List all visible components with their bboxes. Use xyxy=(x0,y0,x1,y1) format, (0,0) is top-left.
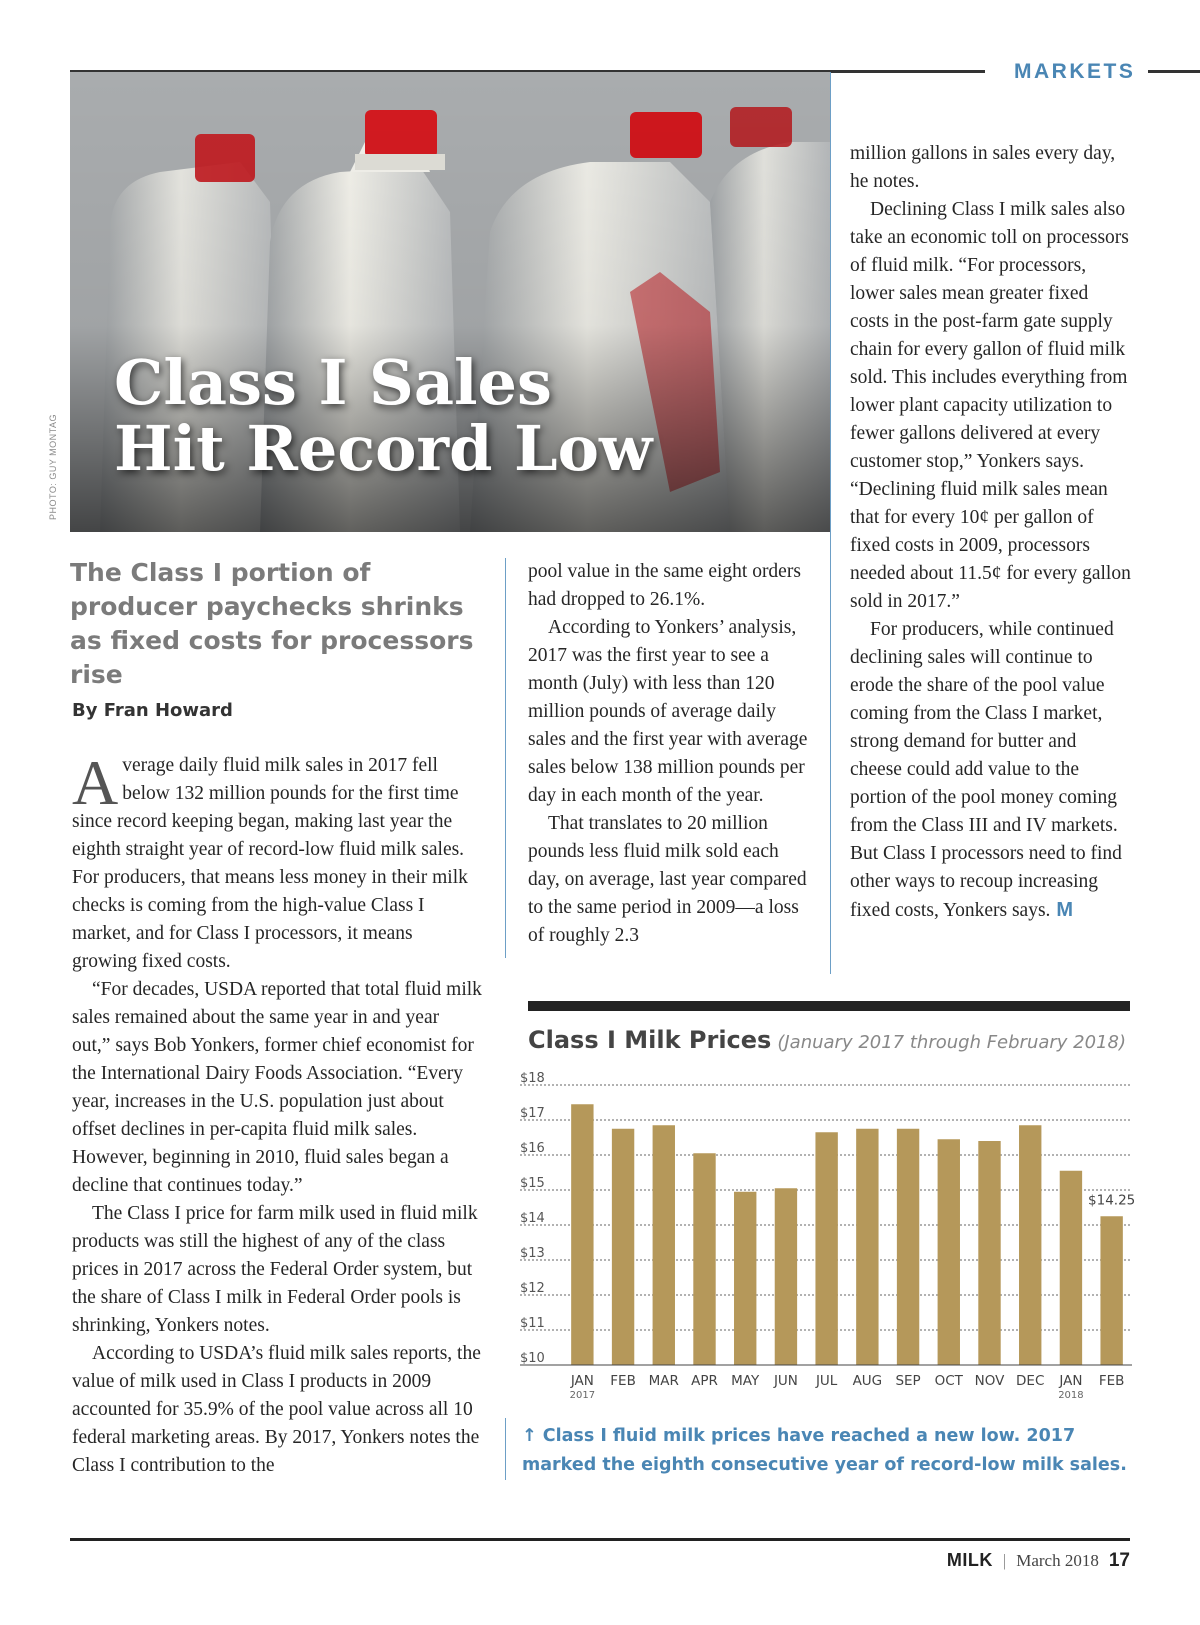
headline-line-1: Class I Sales xyxy=(114,346,552,419)
bar xyxy=(978,1141,1000,1365)
x-tick-label: JUN xyxy=(773,1373,798,1389)
bar xyxy=(856,1129,878,1365)
paragraph: The Class I price for farm milk used in fluid milk products was still the highest of any of the class prices in 2017 across the Federal Order system, but the share of Class I milk in Federal Order pools is shrinking, Yonkers notes. xyxy=(72,1203,478,1336)
x-tick-label: OCT xyxy=(934,1373,963,1389)
bar xyxy=(938,1139,960,1365)
bar xyxy=(1100,1216,1122,1365)
paragraph: According to Yonkers’ analysis, 2017 was the first year to see a month (July) with less than 120 million pounds of average daily sales and the first year with average sales below 138 million pounds per day in each month of the year. xyxy=(528,617,808,806)
x-tick-label: FEB xyxy=(1098,1373,1125,1389)
column-divider xyxy=(830,72,831,974)
article-deck: The Class I portion of producer paychecks shrinks as fixed costs for processors rise xyxy=(70,558,474,689)
bar xyxy=(693,1153,715,1365)
paragraph: pool value in the same eight orders had dropped to 26.1%. xyxy=(528,561,801,610)
photo-credit: PHOTO: GUY MONTAG xyxy=(48,413,58,520)
chart-caption: ↑ Class I fluid milk prices have reached a new low. 2017 marked the eighth consecutive year of record-low milk sales. xyxy=(522,1426,1127,1475)
page-number: 17 xyxy=(1108,1550,1130,1571)
bar xyxy=(571,1104,593,1365)
paragraph: Declining Class I milk sales also take an economic toll on processors of fluid milk. “For processors, lower sales mean greater fixed costs in the post-farm gate supply chain for every gallon of fluid milk sold. This includes everything from lower plant capacity utilization to fewer gallons delivered at every customer stop,” Yonkers says. “Declining fluid milk sales mean that for every 10¢ per gallon of fixed costs in 2009, processors needed about 11.5¢ for every gallon sold in 2017.” xyxy=(850,199,1131,612)
article-column-1 xyxy=(72,747,482,1480)
bar xyxy=(734,1192,756,1365)
x-tick-label: DEC xyxy=(1016,1373,1045,1389)
hero-photo xyxy=(70,72,830,532)
chart-subtitle: (January 2017 through February 2018) xyxy=(777,1032,1126,1053)
year-label: 2017 xyxy=(569,1390,596,1401)
headline xyxy=(114,346,653,485)
x-tick-label: MAY xyxy=(731,1373,760,1389)
page-footer xyxy=(947,1550,1130,1572)
x-tick-label: JUL xyxy=(815,1373,838,1389)
bar xyxy=(815,1132,837,1365)
byline: By Fran Howard xyxy=(72,700,233,721)
y-tick-label: $13 xyxy=(520,1246,545,1261)
x-tick-label: NOV xyxy=(974,1373,1005,1389)
data-label: $14.25 xyxy=(1088,1192,1135,1209)
bar xyxy=(1060,1171,1082,1365)
y-tick-label: $14 xyxy=(520,1211,545,1226)
paragraph: Average daily fluid milk sales in 2017 fell below 132 million pounds for the first time since record keeping began, making last year the eighth straight year of record-low fluid milk sales. For producers, that means less money in their milk checks is coming from the high-value Class I market, and for Class I processors, it means growing fixed costs. xyxy=(72,747,468,972)
x-tick-label: AUG xyxy=(852,1373,883,1389)
x-tick-label: MAR xyxy=(648,1373,679,1389)
paragraph: “For decades, USDA reported that total fluid milk sales remained about the same year in and year out,” says Bob Yonkers, former chief economist for the International Dairy Foods Association. “Every year, increases in the U.S. population just about offset declines in per-capita fluid milk sales. However, beginning in 2010, fluid sales began a decline that continues today.” xyxy=(72,979,482,1196)
year-label: 2018 xyxy=(1058,1390,1084,1401)
x-tick-label: APR xyxy=(691,1373,718,1389)
bar xyxy=(653,1125,675,1365)
paragraph: That translates to 20 million pounds less fluid milk sold each day, on average, last year compared to the same period in 2009—a loss of roughly 2.3 xyxy=(528,813,807,946)
article-column-2 xyxy=(528,558,808,950)
magazine-logo: MILK xyxy=(946,1550,993,1570)
footer-rule xyxy=(70,1538,1130,1541)
y-tick-label: $10 xyxy=(520,1351,545,1366)
chart-title-block xyxy=(528,1026,1126,1054)
end-mark-icon: M xyxy=(1056,899,1074,921)
paragraph: million gallons in sales every day, he notes. xyxy=(850,143,1116,192)
paragraph: For producers, while continued declining sales will continue to erode the share of the pool value coming from the Class I market, strong demand for butter and cheese could add value to the portion of the pool money coming from the Class III and IV markets. But Class I processors need to find other ways to recoup increasing fixed costs, Yonkers says. M xyxy=(850,619,1122,921)
bar xyxy=(612,1129,634,1365)
paragraph: According to USDA’s fluid milk sales reports, the value of milk used in Class I products in 2009 accounted for 35.9% of the pool value across all 10 federal marketing areas. By 2017, Yonkers notes the Class I contribution to the xyxy=(72,1343,481,1476)
issue-date: March 2018 xyxy=(1016,1551,1099,1570)
caption-divider xyxy=(505,1418,506,1480)
y-tick-label: $17 xyxy=(520,1106,545,1121)
top-rule-right xyxy=(1148,70,1200,73)
article-column-3 xyxy=(850,140,1132,925)
x-tick-label: SEP xyxy=(895,1373,921,1389)
chart-rule xyxy=(528,1001,1130,1011)
y-tick-label: $15 xyxy=(520,1176,545,1191)
column-divider xyxy=(505,558,506,958)
y-tick-label: $11 xyxy=(520,1316,545,1331)
bar xyxy=(897,1129,919,1365)
x-tick-label: FEB xyxy=(610,1373,636,1389)
y-tick-label: $12 xyxy=(520,1281,545,1296)
x-tick-label: JAN xyxy=(570,1373,594,1389)
headline-line-2: Hit Record Low xyxy=(114,412,653,485)
chart-title: Class I Milk Prices xyxy=(528,1026,772,1054)
bar-chart xyxy=(520,1070,1135,1410)
y-tick-label: $16 xyxy=(520,1141,545,1156)
bar xyxy=(1019,1125,1041,1365)
bar xyxy=(775,1188,797,1365)
footer-separator: | xyxy=(1002,1551,1007,1570)
section-label: MARKETS xyxy=(1014,60,1136,83)
x-tick-label: JAN xyxy=(1059,1373,1083,1389)
y-tick-label: $18 xyxy=(520,1071,545,1086)
drop-cap: A xyxy=(72,747,119,818)
